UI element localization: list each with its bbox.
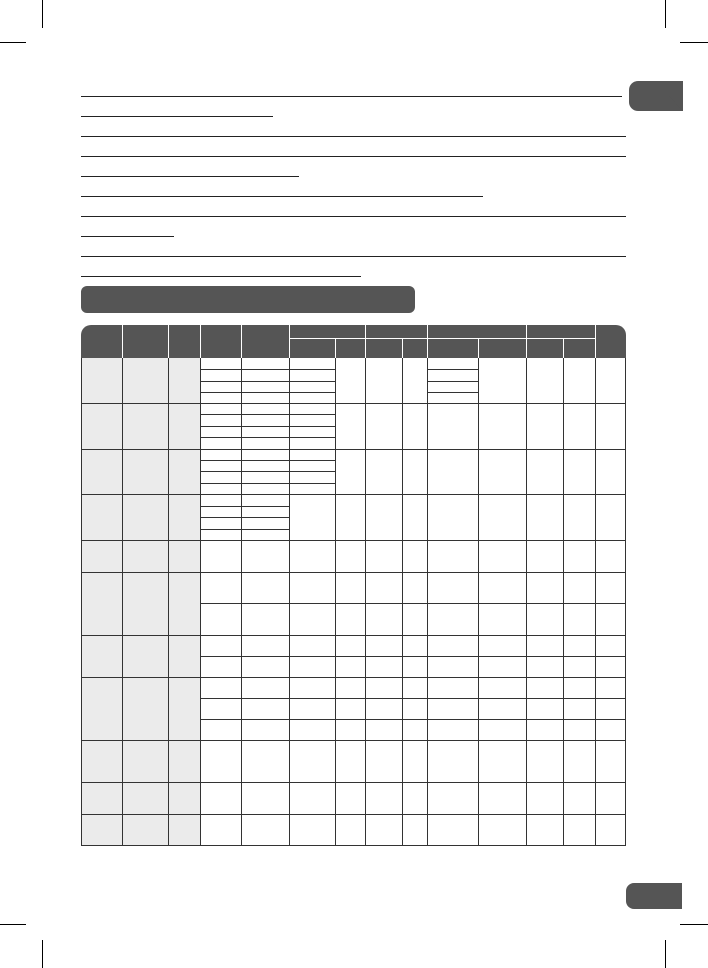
column-divider (289, 358, 290, 846)
row-divider (81, 403, 626, 404)
crop-mark (0, 924, 26, 925)
sub-row-divider (200, 698, 626, 699)
sub-row-divider (200, 483, 335, 484)
crop-mark (680, 42, 708, 43)
sub-row-divider (427, 392, 478, 393)
text-rule (81, 96, 622, 97)
column-divider (478, 358, 479, 846)
sub-row-divider (200, 369, 335, 370)
column-divider (200, 358, 201, 846)
sub-row-divider (200, 656, 626, 657)
sub-row-divider (200, 506, 289, 507)
text-rule (81, 256, 626, 257)
text-rule (81, 136, 626, 137)
text-rule (81, 216, 626, 217)
header-divider (526, 325, 527, 358)
crop-mark (665, 940, 666, 968)
sub-row-divider (200, 381, 335, 382)
column-divider (402, 358, 403, 846)
header-divider (402, 338, 403, 358)
column-divider (335, 358, 336, 846)
row-divider (81, 449, 626, 450)
column-divider (526, 358, 527, 846)
row-divider (81, 677, 626, 678)
text-rule (81, 116, 273, 117)
header-divider (168, 325, 169, 358)
column-divider (168, 358, 169, 846)
column-divider (365, 358, 366, 846)
header-divider (563, 338, 564, 358)
row-divider (81, 540, 626, 541)
sub-row-divider (200, 471, 335, 472)
column-divider (241, 358, 242, 846)
column-divider (122, 358, 123, 846)
sub-row-divider (200, 529, 289, 530)
sub-row-divider (200, 426, 335, 427)
sub-row-divider (200, 460, 335, 461)
sub-row-divider (200, 517, 289, 518)
crop-mark (665, 0, 666, 28)
crop-mark (680, 924, 708, 925)
header-divider (122, 325, 123, 358)
text-rule (81, 156, 626, 157)
sub-row-divider (200, 719, 626, 720)
crop-mark (0, 42, 26, 43)
header-divider (289, 325, 290, 358)
header-divider (365, 325, 366, 358)
crop-mark (42, 940, 43, 968)
row-divider (81, 782, 626, 783)
sub-row-divider (427, 369, 478, 370)
table-header (81, 325, 626, 358)
header-divider (427, 325, 428, 358)
header-divider (241, 325, 242, 358)
row-divider (81, 572, 626, 573)
column-divider (595, 358, 596, 846)
crop-mark (42, 0, 43, 28)
sub-row-divider (200, 603, 626, 604)
header-divider (478, 338, 479, 358)
row-divider (81, 740, 626, 741)
sub-row-divider (200, 392, 335, 393)
text-rule (81, 236, 174, 237)
sub-row-divider (200, 437, 335, 438)
header-divider (595, 325, 596, 358)
section-heading (81, 286, 415, 313)
column-divider (427, 358, 428, 846)
header-divider (200, 325, 201, 358)
column-divider (563, 358, 564, 846)
text-rule (81, 176, 299, 177)
sub-row-divider (200, 414, 335, 415)
text-rule (81, 196, 483, 197)
row-divider (81, 494, 626, 495)
sub-row-divider (427, 381, 478, 382)
header-divider (335, 338, 336, 358)
row-divider (81, 635, 626, 636)
text-rule (81, 276, 361, 277)
page-number-badge (626, 883, 682, 909)
row-divider (81, 814, 626, 815)
table-label-column (82, 358, 200, 845)
